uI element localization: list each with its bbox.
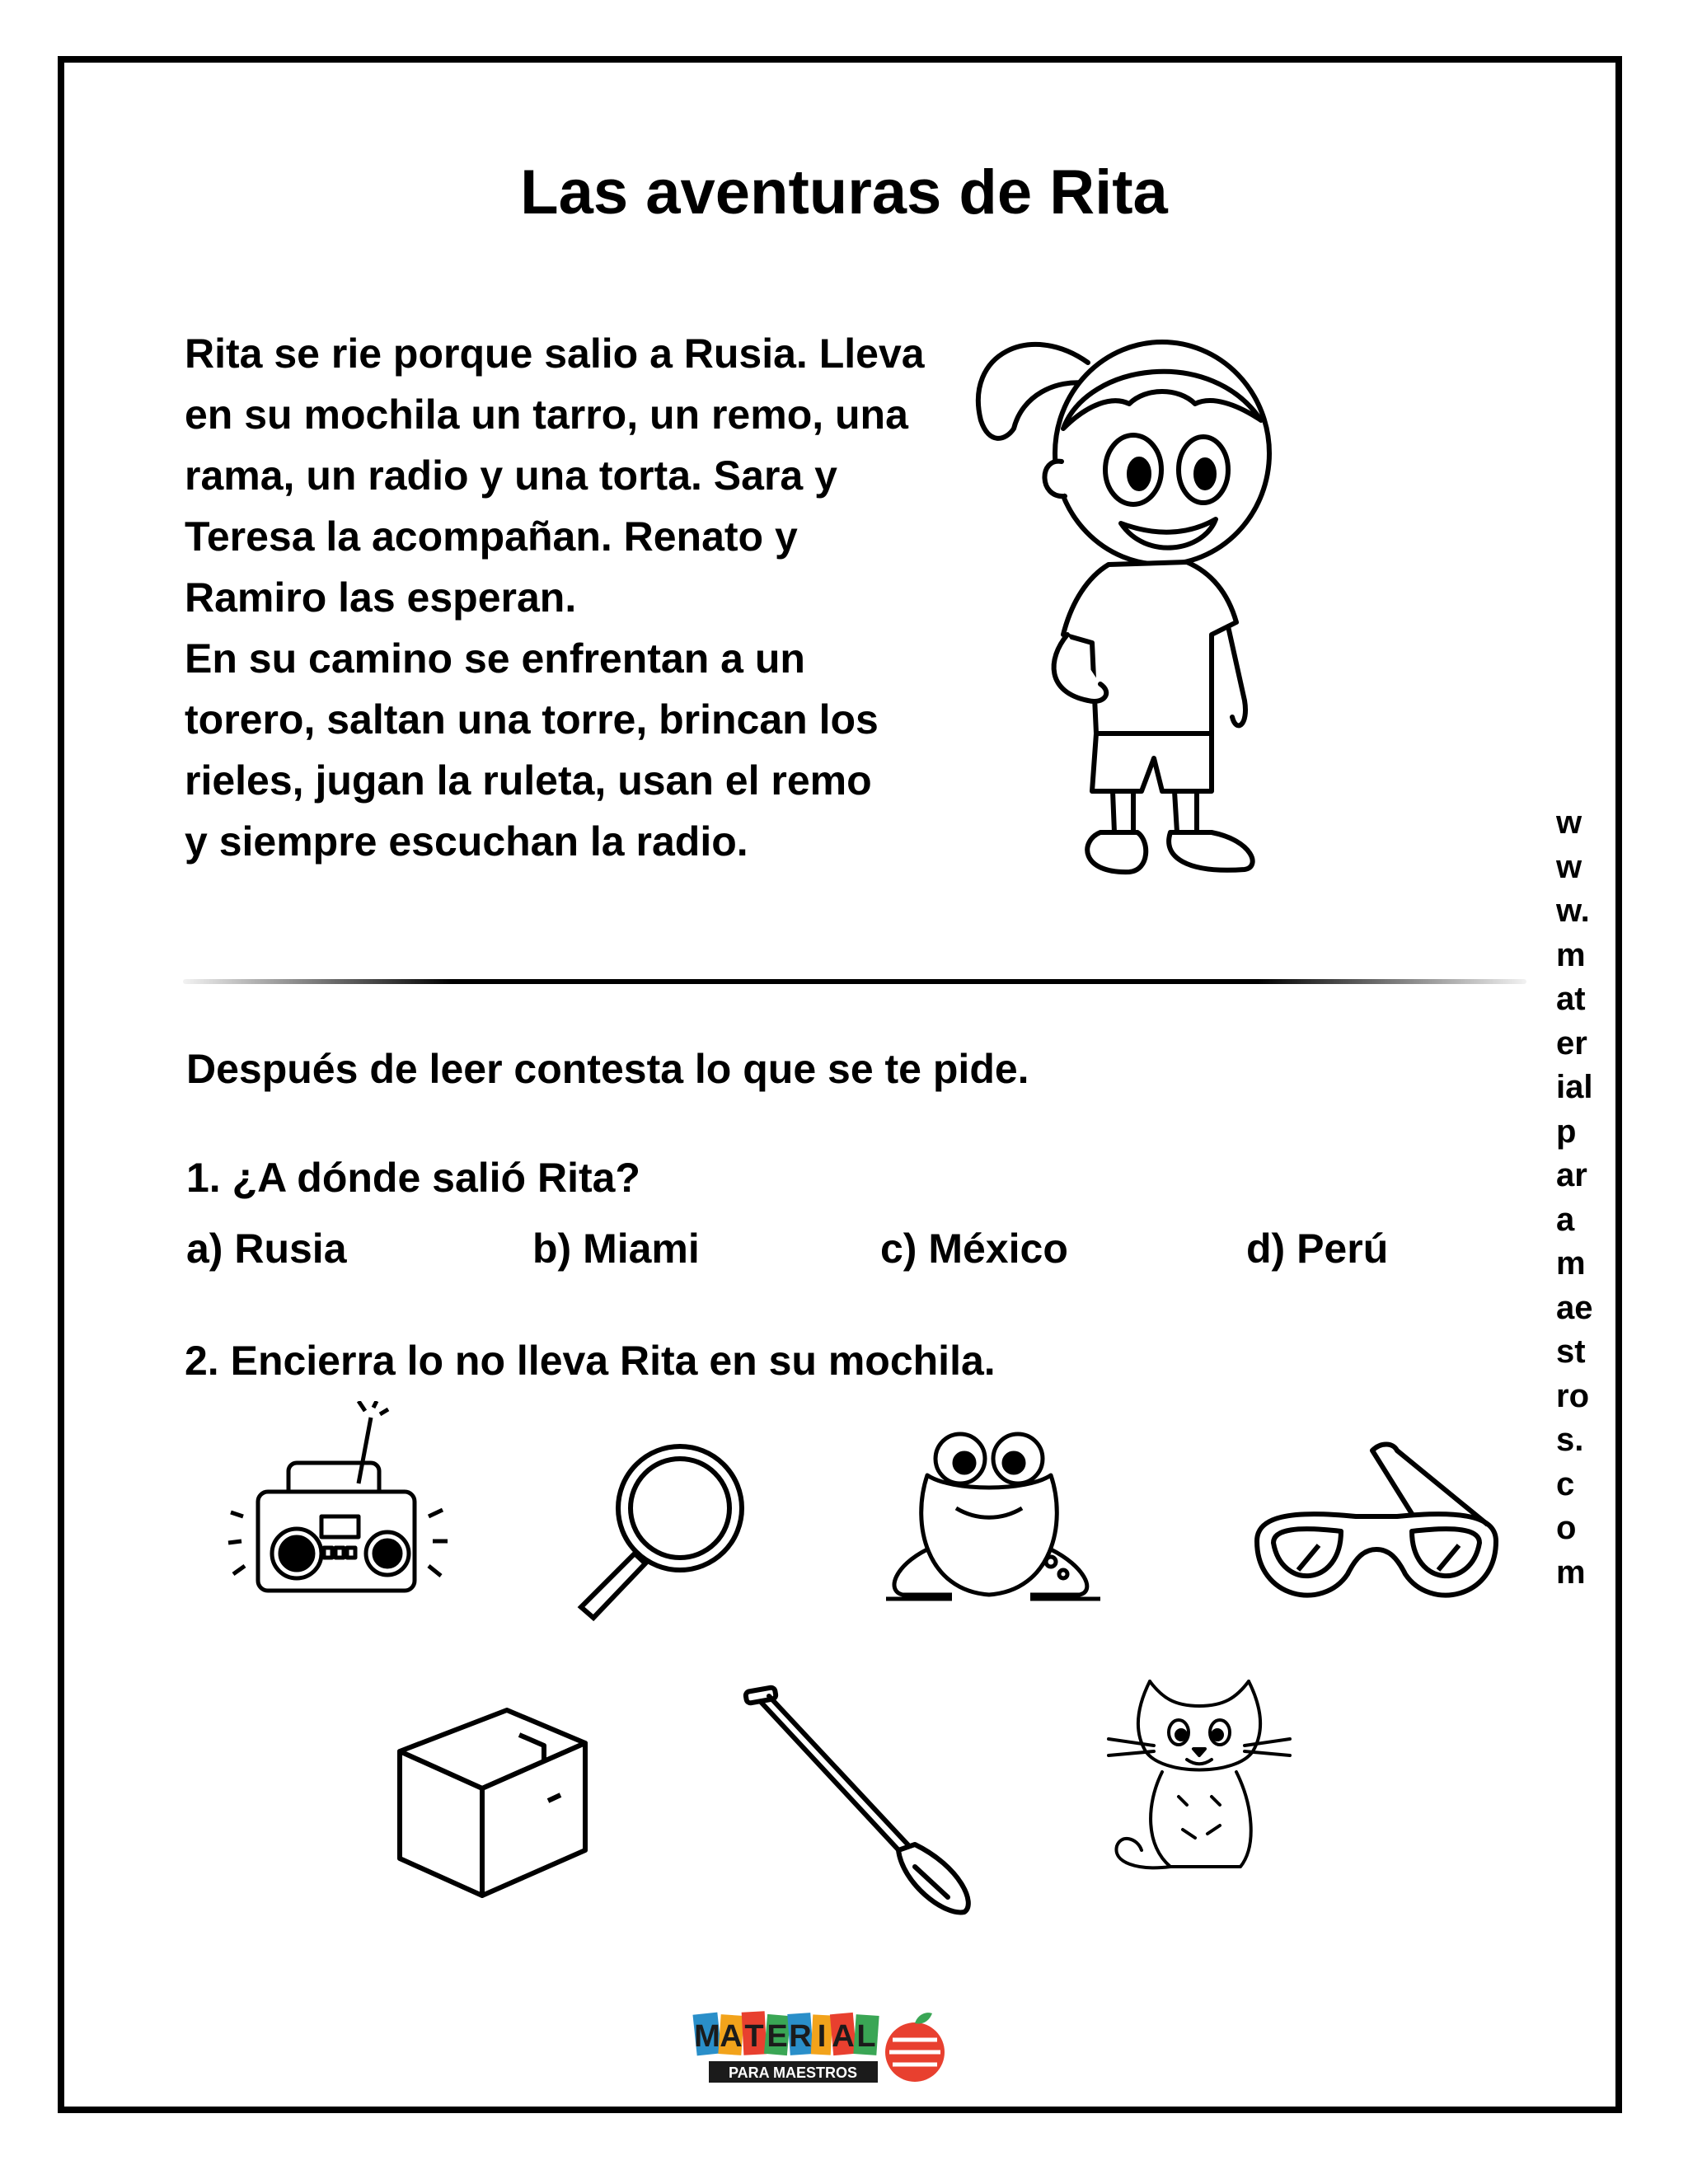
- website-watermark: w w w. m at er ial p ar a m ae st ro s. c o m: [1556, 804, 1593, 1591]
- svg-text:I: I: [817, 2019, 827, 2054]
- story-line: Rita se rie porque salio a Rusia. Lleva: [185, 330, 925, 377]
- svg-text:A: A: [832, 2019, 855, 2054]
- sunglasses-icon[interactable]: [1249, 1434, 1504, 1624]
- radio-icon[interactable]: [227, 1401, 457, 1615]
- svg-text:R: R: [789, 2019, 812, 2054]
- story-line: y siempre escuchan la radio.: [185, 818, 748, 865]
- svg-text:M: M: [694, 2019, 720, 2054]
- leaf-icon: [915, 2013, 932, 2023]
- magnifying-glass-icon[interactable]: [565, 1438, 754, 1628]
- rita-girl-illustration: [964, 305, 1311, 882]
- story-line: Teresa la acompañan. Renato y: [185, 513, 798, 560]
- story-line: En su camino se enfrentan a un: [185, 635, 805, 682]
- option-b[interactable]: b) Miami: [532, 1226, 700, 1272]
- question-2: 2. Encierra lo no lleva Rita en su mochila.: [185, 1338, 996, 1384]
- svg-text:A: A: [720, 2019, 743, 2054]
- material-para-maestros-logo: [688, 2007, 977, 2089]
- section-divider: [183, 979, 1526, 984]
- option-c[interactable]: c) México: [880, 1226, 1068, 1272]
- svg-text:T: T: [744, 2019, 764, 2054]
- story-line: Ramiro las esperan.: [185, 574, 577, 621]
- page-title: Las aventuras de Rita: [520, 157, 1168, 227]
- story-line: en su mochila un tarro, un remo, una: [185, 391, 908, 438]
- svg-text:L: L: [856, 2019, 876, 2054]
- story-text: [185, 323, 1009, 872]
- option-d[interactable]: d) Perú: [1246, 1226, 1389, 1272]
- box-icon[interactable]: [396, 1706, 589, 1900]
- question-1: 1. ¿A dónde salió Rita?: [186, 1155, 640, 1201]
- paddle-icon[interactable]: [738, 1681, 977, 1920]
- cat-icon[interactable]: [1104, 1673, 1294, 1896]
- frog-icon[interactable]: [878, 1426, 1109, 1624]
- instruction-text: Después de leer contesta lo que se te pide.: [186, 1046, 1029, 1092]
- story-line: torero, saltan una torre, brincan los: [185, 696, 879, 743]
- story-line: rieles, jugan la ruleta, usan el remo: [185, 757, 872, 804]
- story-line: rama, un radio y una torta. Sara y: [185, 452, 837, 499]
- option-a[interactable]: a) Rusia: [186, 1226, 347, 1272]
- svg-text:E: E: [767, 2019, 788, 2054]
- logo-tagline: PARA MAESTROS: [728, 2064, 858, 2081]
